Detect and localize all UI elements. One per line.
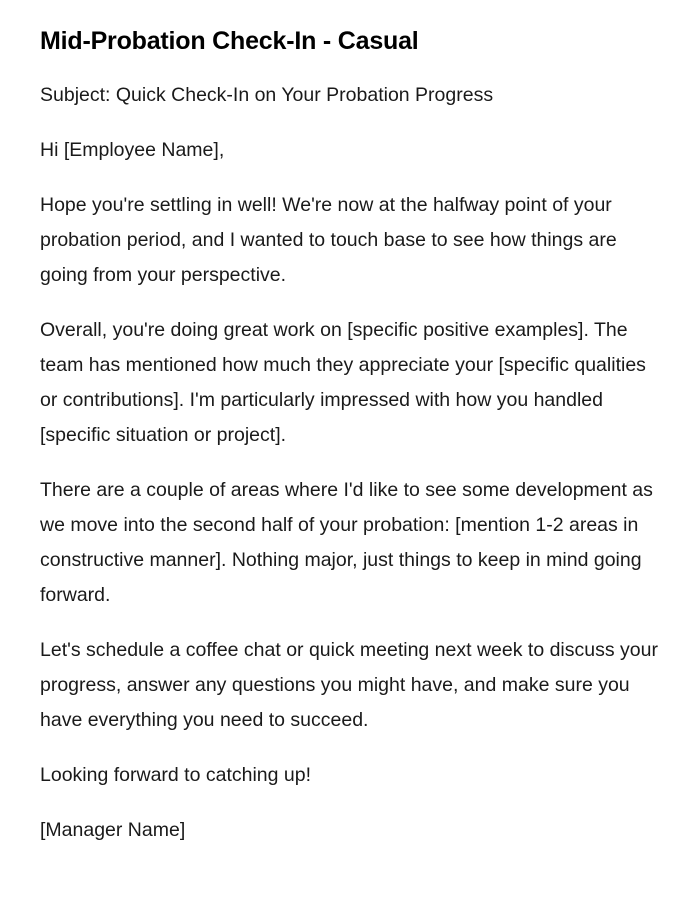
body-paragraph-meeting: Let's schedule a coffee chat or quick meeting next week to discuss your progress, answer any questions you might have, and make sure you have everything you need to succeed. <box>40 639 658 731</box>
document-title: Mid-Probation Check-In - Casual <box>40 27 419 55</box>
greeting: Hi [Employee Name], <box>40 139 225 161</box>
subject-line: Subject: Quick Check-In on Your Probation Progress <box>40 84 494 106</box>
signature: [Manager Name] <box>40 819 186 841</box>
closing-line: Looking forward to catching up! <box>40 764 312 786</box>
body-paragraph-intro: Hope you're settling in well! We're now at the halfway point of your probation period, and I wanted to touch base to see how things are going from your perspective. <box>40 194 617 286</box>
body-paragraph-praise: Overall, you're doing great work on [specific positive examples]. The team has mentioned how much they appreciate your [specific qualities or contributions]. I'm particularly impressed with how you handled [specific situation or project]. <box>40 319 646 446</box>
body-paragraph-development: There are a couple of areas where I'd like to see some development as we move into the second half of your probation: [mention 1-2 areas in constructive manner]. Nothing major, just things to keep in mind going forward. <box>40 479 653 606</box>
